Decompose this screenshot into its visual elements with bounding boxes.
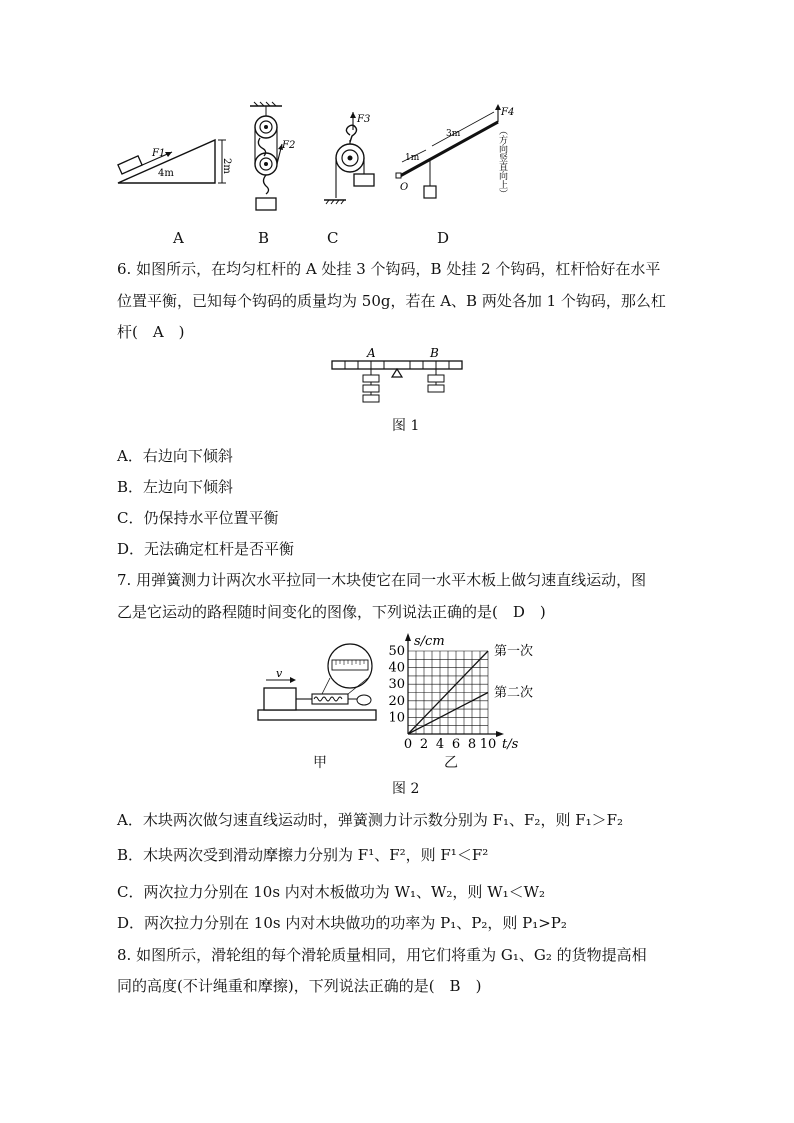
figure-1-point-b: B [430,346,439,360]
figure-2-right-label: 乙 [444,755,458,771]
figure-d-pivot: O [400,182,409,193]
q7-text-line1: 7. 用弹簧测力计两次水平拉同一木块使它在同一水平木板上做匀速直线运动，图 [117,571,647,589]
q7-option-d: D．两次拉力分别在 10s 内对木块做功的功率为 P₁、P₂，则 P₁>P₂ [117,914,567,932]
figure-a-force: F1 [152,148,166,159]
x-tick-label: 10 [479,737,497,752]
q7-option-c: C．两次拉力分别在 10s 内对木板做功为 W₁、W₂，则 W₁＜W₂ [117,883,546,901]
figure-d-note: （方向竖直向上） [497,126,507,198]
figure-a-incline [118,140,232,183]
figure-1-lever [326,345,468,411]
q6-text-line2: 位置平衡，已知每个钩码的质量均为 50g，若在 A、B 两处各加 1 个钩码，那么杠 [117,292,666,310]
x-axis-label: t/s [502,737,519,752]
y-tick-label: 10 [388,710,405,726]
mechanics-figures [110,100,530,250]
figure-2-caption: 图 2 [392,781,420,797]
q6-text-line1: 6. 如图所示，在均匀杠杆的 A 处挂 3 个钩码，B 处挂 2 个钩码，杠杆恰好在水平 [117,260,661,278]
x-tick-label: 2 [419,737,429,752]
figure-c-pulley [324,112,374,204]
chart-series [408,643,533,734]
series-label-2: 第二次 [494,685,534,701]
y-axis-label: s/cm [414,634,445,649]
figure-d-force: F4 [501,107,515,118]
figure-d-short: 1m [405,153,420,163]
series-label-1: 第一次 [494,644,534,659]
x-tick-label: 6 [451,737,461,752]
x-tick-label: 4 [435,737,445,752]
figure-2-chart [388,630,548,752]
y-tick-label: 30 [388,677,405,693]
figure-c-force: F3 [357,114,371,125]
q7-text-line2: 乙是它运动的路程随时间变化的图像，下列说法正确的是( D ) [117,603,546,621]
figure-b-pulley [250,102,295,210]
q6-option-a: A．右边向下倾斜 [117,447,233,465]
figure-1-point-a: A [367,346,376,360]
q7-option-a: A．木块两次做匀速直线运动时，弹簧测力计示数分别为 F₁、F₂，则 F₁＞F₂ [117,811,624,829]
figure-a-height: 2m [221,158,232,174]
x-tick-label: 8 [467,737,477,752]
figure-label-a: A [173,229,184,247]
figure-2-velocity: v [276,667,283,680]
q7-option-b: B．木块两次受到滑动摩擦力分别为 F¹、F²，则 F¹＜F² [117,846,489,864]
figure-a-slope: 4m [158,168,174,179]
figure-label-d: D [437,229,450,247]
y-axis-arrow [405,633,411,641]
q8-text-line2: 同的高度(不计绳重和摩擦)，下列说法正确的是( B ) [117,977,482,995]
figure-1-caption: 图 1 [392,418,420,434]
figure-2-apparatus [256,640,382,726]
y-tick-label: 50 [388,644,405,659]
q6-option-c: C．仍保持水平位置平衡 [117,509,279,527]
figure-b-force: F2 [282,140,296,151]
figure-d-lever [396,104,514,198]
figure-d-long: 3m [446,129,461,139]
y-tick-label: 40 [388,660,405,676]
figure-2-left-label: 甲 [313,755,327,771]
q6-text-line3: 杆( A ) [117,323,185,341]
q8-text-line1: 8. 如图所示，滑轮组的每个滑轮质量相同，用它们将重为 G₁、G₂ 的货物提高相 [117,946,647,964]
figure-label-c: C [327,229,339,247]
q6-option-b: B．左边向下倾斜 [117,478,234,496]
q6-option-d: D．无法确定杠杆是否平衡 [117,540,295,558]
x-tick-label: 0 [403,737,413,752]
figure-label-b: B [258,229,270,247]
y-tick-label: 20 [388,693,405,709]
